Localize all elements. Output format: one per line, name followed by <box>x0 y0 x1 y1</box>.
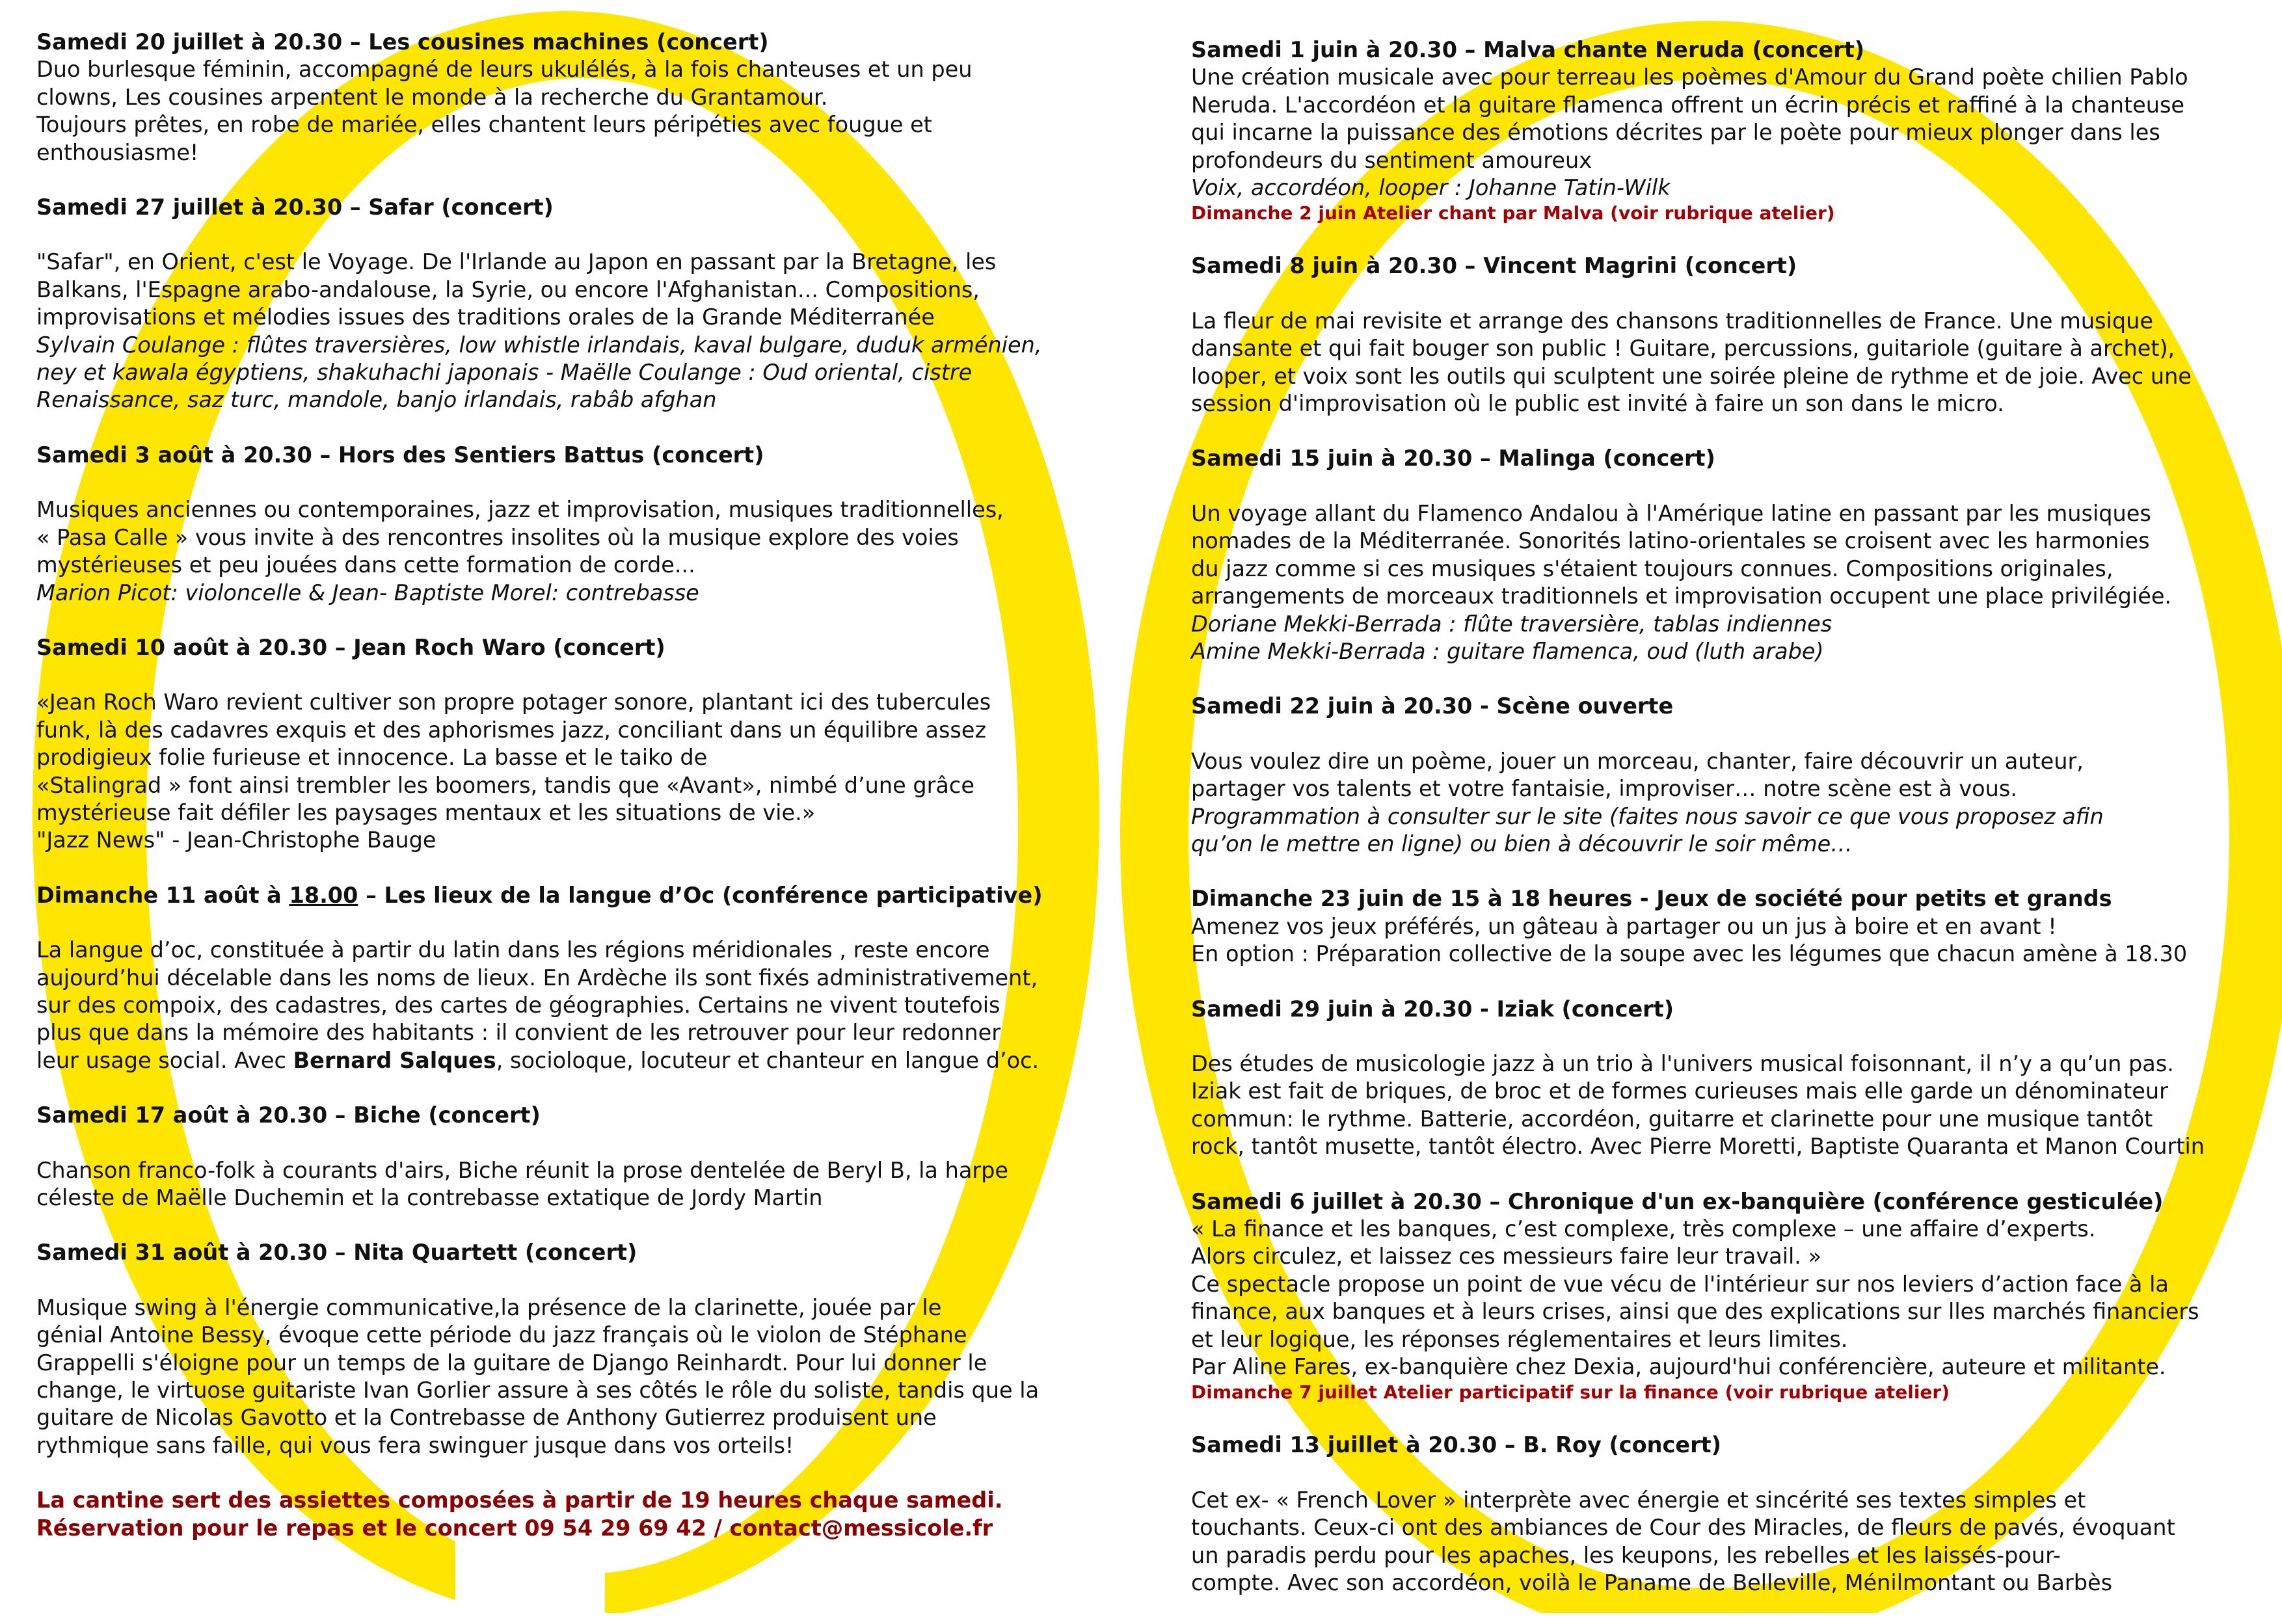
event-title: Samedi 13 juillet à 20.30 – B. Roy (concert) <box>1191 1432 1721 1458</box>
event-description: Chanson franco-folk à courants d'airs, Biche réunit la prose dentelée de Beryl B, la harpe céleste de Maëlle Duchemin et la contrebasse extatique de Jordy Martin <box>36 1157 1009 1210</box>
event-description: Un voyage allant du Flamenco Andalou à l'Amérique latine en passant par les musiques nomades de la Méditerranée. Sonorités latino-orientales se croisent avec les harmonies du jazz comme si ces musiques s'étaient toujours connues. Compositions originales, arrangements de morceaux traditionnels et improvisation occupent une place privilégiée. <box>1191 500 2172 609</box>
right-column <box>1191 0 2271 1624</box>
event-credits: Programmation à consulter sur le site (faites nous savoir ce que vous proposez afin qu’on le mettre en ligne) ou bien à découvrir le soir même… <box>1191 803 2104 857</box>
event-b-roy <box>1191 1431 2271 1597</box>
event-description: Duo burlesque féminin, accompagné de leurs ukulélés, à la fois chanteuses et un peu clowns, Les cousines arpentent le monde à la recherche du Grantamour. Toujours prêtes, en robe de mariée, elles chantent leurs péripéties avec fougue et enthousiasme! <box>36 57 973 165</box>
event-title-end: – Les lieux de la langue d’Oc (conférence participative) <box>358 882 1043 908</box>
workshop-note: Dimanche 7 juillet Atelier participatif sur la finance (voir rubrique atelier) <box>1191 1381 1950 1404</box>
cantine-reservation-notice <box>36 1487 1142 1542</box>
event-title: Samedi 17 août à 20.30 – Biche (concert) <box>36 1102 541 1128</box>
event-chronique-ex-banquiere <box>1191 1188 2271 1405</box>
event-title <box>36 882 1142 909</box>
event-credits: Sylvain Coulange : flûtes traversières, low whistle irlandais, kaval bulgare, duduk arménien, ney et kawala égyptiens, shakuhachi japonais - Maëlle Coulange : Oud oriental, cistre Renaissance, saz turc, mandole, banjo irlandais, rabâb afghan <box>36 332 1042 413</box>
event-title: Samedi 3 août à 20.30 – Hors des Sentiers Battus (concert) <box>36 442 764 468</box>
event-description: Des études de musicologie jazz à un trio à l'univers musical foisonnant, il n’y a qu’un pas. Iziak est fait de briques, de broc et de formes curieuses mais elle garde un dénominateur commun: le rythme. Batterie, accordéon, guitarre et clarinette pour une musique tantôt rock, tantôt musette, tantôt électro. Avec Pierre Moretti, Baptiste Quaranta et Manon Courtin <box>1191 1050 2205 1160</box>
event-title: Samedi 22 juin à 20.30 - Scène ouverte <box>1191 693 1674 719</box>
event-credits: Doriane Mekki-Berrada : flûte traversière, tablas indiennes Amine Mekki-Berrada : guitare flamenca, oud (luth arabe) <box>1191 611 1832 664</box>
event-biche <box>36 1102 1142 1212</box>
event-title: Dimanche 23 juin de 15 à 18 heures - Jeux de société pour petits et grands <box>1191 886 2112 912</box>
cantine-info: La cantine sert des assiettes composées à partir de 19 heures chaque samedi. <box>36 1487 1003 1513</box>
event-hors-des-sentiers-battus <box>36 442 1142 607</box>
event-description: La fleur de mai revisite et arrange des chansons traditionnelles de France. Une musique dansante et qui fait bouger son public ! Guitare, percussions, guitariole (guitare à archet), looper, et voix sont les outils qui sculptent une soirée pleine de rythme et de joie. Avec une session d'improvisation où le public est invité à faire un son dans le micro. <box>1191 308 2192 417</box>
event-title: Samedi 1 juin à 20.30 – Malva chante Neruda (concert) <box>1191 37 1865 62</box>
event-cousines-machines <box>36 29 1142 166</box>
reservation-contact: Réservation pour le repas et le concert 09 54 29 69 42 / contact@messicole.fr <box>36 1515 993 1541</box>
event-description: Musique swing à l'énergie communicative,la présence de la clarinette, jouée par le génial Antoine Bessy, évoque cette période du jazz français où le violon de Stéphane Grappelli s'éloigne pour un temps de la guitare de Django Reinhardt. Pour lui donner le change, le virtuose guitariste Ivan Gorlier assure à ses côtés le rôle du soliste, tandis que la guitare de Nicolas Gavotto et la Contrebasse de Anthony Gutierrez produisent une rythmique sans faille, qui vous fera swinguer jusque dans vos orteils! <box>36 1294 1040 1458</box>
event-description: Vous voulez dire un poème, jouer un morceau, chanter, faire découvrir un auteur, partager vos talents et votre fantaisie, improviser… notre scène est à vous. <box>1191 748 2084 802</box>
event-title-start: Dimanche 11 août à <box>36 882 289 908</box>
event-nita-quartett <box>36 1239 1142 1459</box>
event-description: Une création musicale avec pour terreau les poèmes d'Amour du Grand poète chilien Pablo Neruda. L'accordéon et la guitare flamenca offrent un écrin précis et raffiné à la chanteuse qui incarne la puissance des émotions décrites par le poète pour mieux plonger dans les profondeurs du sentiment amoureux <box>1191 64 2188 173</box>
event-description: «Jean Roch Waro revient cultiver son propre potager sonore, plantant ici des tubercules funk, là des cadavres exquis et des aphorismes jazz, conciliant dans un équilibre assez prodigieux folie furieuse et innocence. La basse et le taiko de «Stalingrad » font ainsi trembler les boomers, tandis que «Avant», nimbé d’une grâce mystérieuse fait défiler les paysages mentaux et les situations de vie.» "Jazz News" - Jean-Christophe Bauge <box>36 689 991 853</box>
left-column <box>36 0 1142 1542</box>
event-title-time: 18.00 <box>289 882 358 908</box>
event-description: Cet ex- « French Lover » interprète avec énergie et sincérité ses textes simples et touchants. Ceux-ci ont des ambiances de Cour des Miracles, de fleurs de pavés, évoquant un paradis perdu pour les apaches, les keupons, les rebelles et les laissés-pour- compte. Avec son accordéon, voilà le Paname de Belleville, Ménilmontant ou Barbès <box>1191 1487 2175 1596</box>
event-title: Samedi 27 juillet à 20.30 – Safar (concert) <box>36 194 554 220</box>
event-title: Samedi 20 juillet à 20.30 – Les cousines machines (concert) <box>36 29 769 55</box>
event-description: Musiques anciennes ou contemporaines, jazz et improvisation, musiques traditionnelles, « Pasa Calle » vous invite à des rencontres insolites où la musique explore des voies mystérieuses et peu jouées dans cette formation de corde... <box>36 497 1004 578</box>
event-description-text: La langue d’oc, constituée à partir du latin dans les régions méridionales , reste encore aujourd’hui décelable dans les noms de lieux. En Ardèche ils sont fixés administrativement, sur des compoix, des cadastres, des cartes de géographies. Certains ne vivent toutefois plus que dans la mémoire des habitants : il convient de les retrouver pour leur redonner leur usage social. Avec <box>36 937 1038 1073</box>
event-credits: Marion Picot: violoncelle & Jean- Baptiste Morel: contrebasse <box>36 579 699 606</box>
event-description <box>36 937 1142 1074</box>
event-iziak <box>1191 996 2271 1161</box>
event-credits: Voix, accordéon, looper : Johanne Tatin-Wilk <box>1191 175 1671 201</box>
event-description: "Safar", en Orient, c'est le Voyage. De l'Irlande au Japon en passant par la Bretagne, les Balkans, l'Espagne arabo-andalouse, la Syrie, ou encore l'Afghanistan... Compositions, improvisations et mélodies issues des traditions orales de la Grande Méditerranée <box>36 249 997 330</box>
event-safar <box>36 194 1142 414</box>
speaker-name: Bernard Salques <box>293 1047 496 1073</box>
event-malinga <box>1191 445 2271 665</box>
event-jean-roch-waro <box>36 634 1142 855</box>
event-description: « La finance et les banques, c’est complexe, très complexe – une affaire d’experts. Alors circulez, et laissez ces messieurs faire leur travail. » Ce spectacle propose un point de vue vécu de l'intérieur sur nos leviers d’action face à la finance, aux banques et à leurs crises, ainsi que des explications sur lles marchés financiers et leur logique, les réponses réglementaires et leurs limites. Par Aline Fares, ex-banquière chez Dexia, aujourd'hui conférencière, auteure et militante. <box>1191 1216 2199 1380</box>
event-malva-neruda <box>1191 36 2271 225</box>
event-jeux-de-societe <box>1191 885 2271 968</box>
event-title: Samedi 10 août à 20.30 – Jean Roch Waro (concert) <box>36 634 665 660</box>
event-vincent-magrini <box>1191 252 2271 418</box>
event-description: Amenez vos jeux préférés, un gâteau à partager ou un jus à boire et en avant ! En option : Préparation collective de la soupe avec les légumes que chacun amène à 18.30 <box>1191 913 2188 967</box>
event-langue-doc <box>36 882 1142 1074</box>
event-scene-ouverte <box>1191 693 2271 858</box>
event-title: Samedi 8 juin à 20.30 – Vincent Magrini (concert) <box>1191 253 1797 279</box>
event-description-end: , socioloque, locuteur et chanteur en langue d’oc. <box>496 1047 1040 1073</box>
event-title: Samedi 6 juillet à 20.30 – Chronique d'un ex-banquière (conférence gesticulée) <box>1191 1188 2164 1214</box>
event-title: Samedi 31 août à 20.30 – Nita Quartett (concert) <box>36 1240 638 1266</box>
event-title: Samedi 15 juin à 20.30 – Malinga (concert) <box>1191 446 1715 472</box>
event-title: Samedi 29 juin à 20.30 - Iziak (concert) <box>1191 996 1674 1022</box>
workshop-note: Dimanche 2 juin Atelier chant par Malva (voir rubrique atelier) <box>1191 202 1835 224</box>
